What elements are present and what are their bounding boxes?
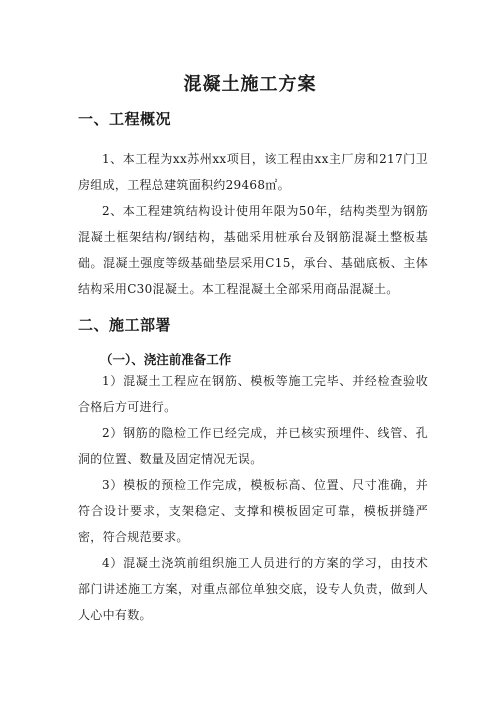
document-title: 混凝土施工方案 [183,74,317,95]
paragraph-preparation-4: 4）混凝土浇筑前组织施工人员进行的方案的学习，由技术部门讲述施工方案，对重点部位单独交底，设专人负责，做到人人心中有数。 [78,556,428,622]
paragraph-preparation-3: 3）模板的预检工作完成，模板标高、位置、尺寸准确，并符合设计要求，支架稳定、支撑和模板固定可靠，模板拼缝严密，符合规范要求。 [78,478,428,544]
subsection-heading-preparation: （一）、浇注前准备工作 [100,352,232,367]
section-heading-deployment: 二、施工部署 [78,316,172,334]
paragraph-overview-2: 2、本工程建筑结构设计使用年限为50年，结构类型为钢筋混凝土框架结构/钢结构，基础采用桩承台及钢筋混凝土整板基础。混凝土强度等级基础垫层采用C15，承台、基础底板、主体结构采用C30混凝土。本工程混凝土全部采用商品混凝土。 [78,204,428,296]
paragraph-preparation-1: 1）混凝土工程应在钢筋、模板等施工完毕、并经检查验收合格后方可进行。 [78,374,428,414]
paragraph-overview-1: 1、本工程为xx苏州xx项目，该工程由xx主厂房和217门卫房组成，工程总建筑面积约29468㎡。 [78,152,428,192]
section-heading-overview: 一、工程概况 [78,110,172,128]
paragraph-preparation-2: 2）钢筋的隐检工作已经完成，并已核实预埋件、线管、孔洞的位置、数量及固定情况无误。 [78,426,428,466]
